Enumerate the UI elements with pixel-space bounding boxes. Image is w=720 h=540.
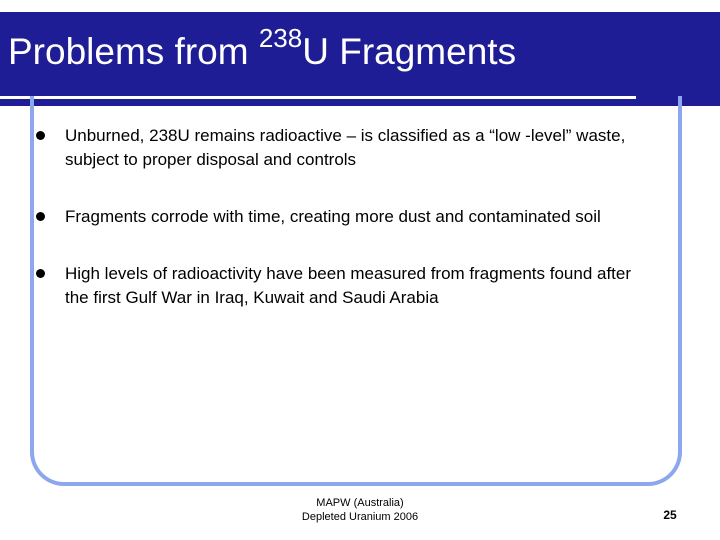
title-prefix: Problems from [8, 31, 259, 72]
bullet-item [36, 124, 636, 172]
bullet-dot-icon [36, 269, 45, 278]
bullet-text: Fragments corrode with time, creating more dust and contaminated soil [65, 207, 601, 226]
footer-event: Depleted Uranium 2006 [301, 511, 419, 523]
bullet-text: Unburned, 238U remains radioactive – is classified as a “low -level” waste, subject to proper disposal and controls [65, 126, 626, 169]
title-superscript: 238 [258, 23, 303, 53]
footer-organization: MAPW (Australia) [316, 497, 404, 509]
bullet-dot-icon [36, 212, 45, 221]
slide-footer [280, 496, 440, 524]
bullet-dot-icon [36, 131, 45, 140]
bullet-list [36, 124, 636, 343]
title-rule [0, 92, 636, 94]
page-number: 25 [663, 508, 677, 522]
title-suffix: U Fragments [302, 31, 517, 72]
bullet-item [36, 205, 636, 229]
bullet-text: High levels of radioactivity have been measured from fragments found after the first Gulf War in Iraq, Kuwait and Saudi Arabia [65, 264, 632, 307]
bullet-item [36, 262, 636, 310]
slide-title [8, 22, 516, 82]
